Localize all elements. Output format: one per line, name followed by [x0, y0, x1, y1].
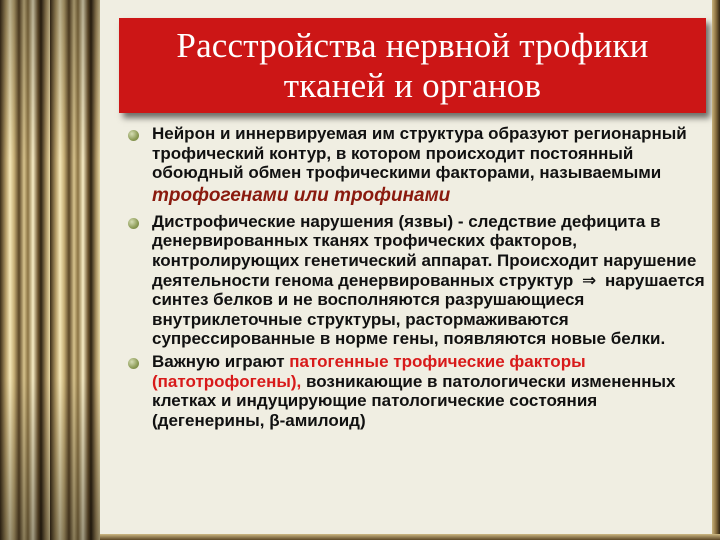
bullet-3-text-after: возникающие в патологически измененных клетках и индуцирующие патологические состояния (дегенерины, β-амилоид)	[152, 371, 676, 430]
bullet-2-text-before: Дистрофические нарушения (язвы) - следствие дефицита в денервированных тканях трофических факторов, контролирующих генетический аппарат. Происходит нарушение деятельности генома денервированных структур	[152, 211, 697, 290]
bullet-2-text	[152, 212, 708, 349]
title-line-1: Расстройства нервной трофики	[176, 25, 649, 65]
bullet-3-text-before: Важную играют	[152, 351, 285, 371]
bullet-dot-icon	[128, 130, 139, 141]
bullet-dot-icon	[128, 358, 139, 369]
title-line-2: тканей и органов	[283, 65, 542, 105]
bullet-list	[128, 124, 708, 433]
decorative-left-shade	[0, 0, 100, 540]
bullet-3-text	[152, 352, 708, 430]
bullet-dot-icon	[128, 218, 139, 229]
bullet-1-emphasis: трофогенами или трофинами	[152, 184, 451, 206]
bullet-1-text: Нейрон и иннервируемая им структура образуют регионарный трофический контур, в котором происходит постоянный обоюдный обмен трофическими факторами, называемыми	[152, 124, 687, 183]
bullet-item-1	[128, 124, 708, 209]
bullet-2-text-after: нарушается синтез белков и не восполняются разрушающиеся внутриклеточные структуры, растормаживаются супрессированные в норме гены, появляются новые белки.	[152, 270, 705, 349]
decorative-bottom-edge	[100, 534, 720, 540]
slide-content	[100, 0, 712, 534]
bullet-3-highlight: патогенные трофические факторы (патотрофогены),	[152, 351, 586, 391]
decorative-right-edge	[712, 0, 720, 540]
bullet-item-3	[128, 352, 708, 430]
title-box	[119, 18, 706, 113]
bullet-item-2	[128, 212, 708, 349]
implies-arrow-icon: ⇒	[582, 270, 597, 290]
